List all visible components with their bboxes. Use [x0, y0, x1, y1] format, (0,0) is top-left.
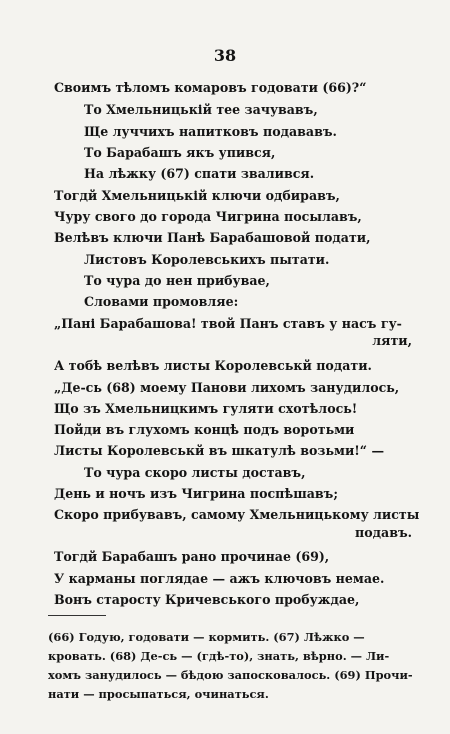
poem-line: На лѣжку (67) спати звалився.: [84, 166, 315, 181]
poem-line: Листовъ Королевськихъ пытати.: [84, 252, 330, 267]
poem-line: Тогдй Хмельницькій ключи одбиравъ,: [54, 188, 340, 203]
page-number: 38: [213, 46, 237, 65]
poem-line: Чуру свого до города Чигрина посылавъ,: [54, 209, 362, 224]
footnote-line: кровать. (68) Де-сь — (гдѣ-то), знать, вѣрно. — Ли-: [48, 649, 390, 663]
poem-line: Що зъ Хмельницкимъ гуляти схотѣлось!: [54, 401, 358, 416]
poem-line: Своимъ тѣломъ комаровъ годовати (66)?“: [54, 80, 367, 95]
poem-line: Скоро прибувавъ, самому Хмельницькому листы: [54, 507, 420, 522]
poem-line: „Де-сь (68) моему Панови лихомъ занудилось,: [54, 380, 400, 395]
poem-line: Пойди въ глухомъ концѣ подъ воротьми: [54, 422, 355, 437]
poem-line: То Барабашъ якъ упився,: [84, 145, 276, 160]
poem-line-continuation: ляти,: [372, 333, 412, 348]
poem-line: То чура до нен прибувае,: [84, 273, 270, 288]
poem-line: Словами промовляе:: [84, 294, 239, 309]
footnote-divider: [48, 615, 106, 616]
poem-line: То Хмельницькій тее зачувавъ,: [84, 102, 318, 117]
poem-line: Велѣвъ ключи Панѣ Барабашовой подати,: [54, 230, 371, 245]
poem-line: У карманы поглядае — ажъ ключовъ немае.: [54, 571, 385, 586]
poem-line: „Пані Барабашова! твой Панъ ставъ у насъ гу-: [54, 316, 402, 331]
poem-line-continuation: подавъ.: [355, 525, 412, 540]
poem-line: А тобѣ велѣвъ листы Королевськй подати.: [54, 358, 372, 373]
poem-line: Листы Королевськй въ шкатулѣ возьми!“ —: [54, 443, 385, 458]
footnote-line: (66) Годую, годовати — кормить. (67) Лѣжко —: [48, 630, 365, 644]
footnote-line: хомъ занудилось — бѣдою запосковалось. (69) Прочи-: [48, 668, 413, 682]
footnote-line: нати — просыпаться, очинаться.: [48, 687, 269, 701]
poem-line: То чура скоро листы доставъ,: [84, 465, 306, 480]
poem-line: Тогдй Барабашъ рано прочинае (69),: [54, 549, 330, 564]
poem-line: Ще луччихъ напитковъ подававъ.: [84, 124, 337, 139]
poem-line: Вонъ старосту Кричевського пробуждае,: [54, 592, 360, 607]
poem-line: День и ночъ изъ Чигрина поспѣшавъ;: [54, 486, 338, 501]
